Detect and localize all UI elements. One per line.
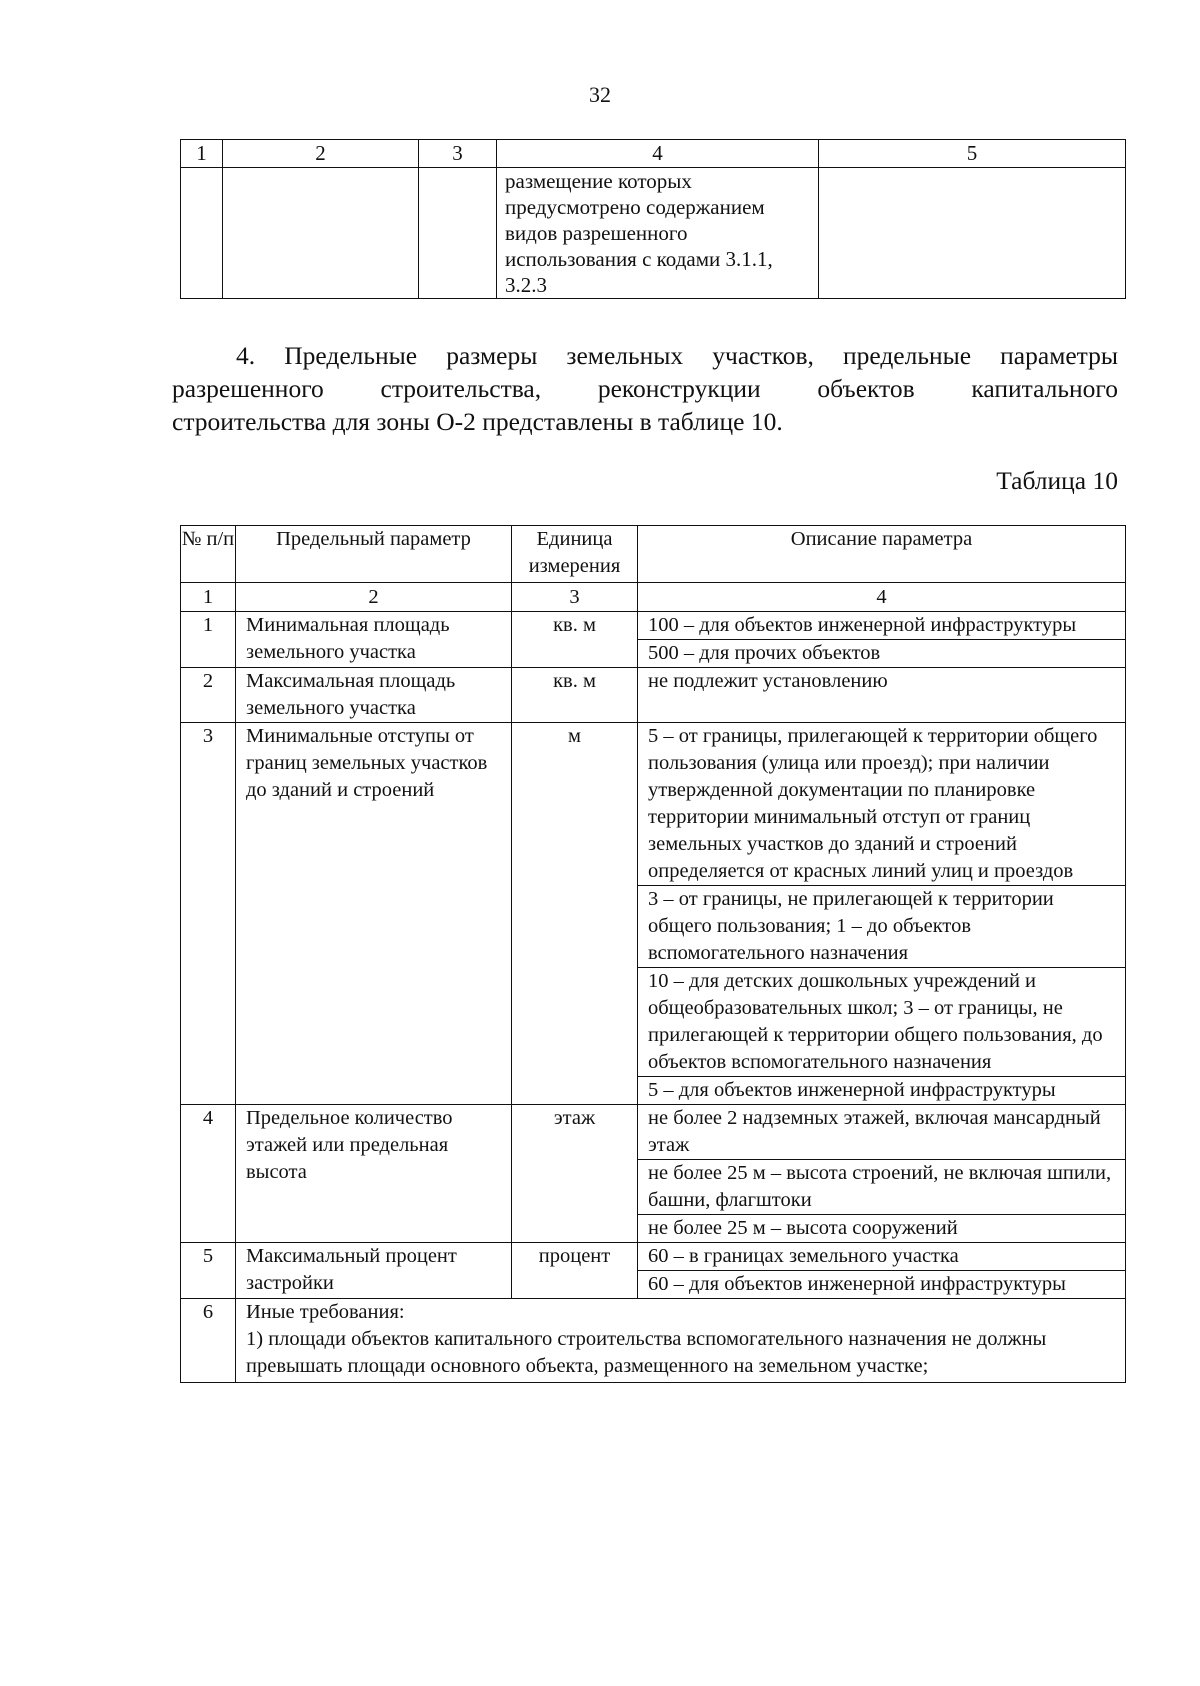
row-num: 4	[181, 1105, 236, 1243]
row-desc: 100 – для объектов инженерной инфраструктуры	[638, 612, 1126, 640]
table-10	[180, 525, 1126, 1383]
row-desc: 10 – для детских дошкольных учреждений и общеобразовательных школ; 3 – от границы, не прилегающей к территории общего пользования, до объектов вспомогательного назначения	[638, 968, 1126, 1077]
row-desc: 500 – для прочих объектов	[638, 640, 1126, 668]
row-param: Минимальная площадь земельного участка	[236, 612, 512, 668]
row-param: Максимальная площадь земельного участка	[236, 668, 512, 723]
header-unit: Единица измерения	[512, 526, 638, 583]
col-header: 5	[819, 140, 1126, 168]
continuation-table	[180, 139, 1126, 299]
other-requirements	[236, 1299, 1126, 1383]
row-desc: не более 25 м – высота сооружений	[638, 1215, 1126, 1243]
other-requirements-text: 1) площади объектов капитального строительства вспомогательного назначения не должны превышать площади основного объекта, размещенного на земельном участке;	[246, 1328, 1047, 1377]
row-param: Максимальный процент застройки	[236, 1243, 512, 1299]
row-unit: этаж	[512, 1105, 638, 1243]
row-unit: м	[512, 723, 638, 1105]
row-param: Минимальные отступы от границ земельных участков до зданий и строений	[236, 723, 512, 1105]
header-num: № п/п	[181, 526, 236, 583]
col-number: 3	[512, 583, 638, 612]
table-caption: Таблица 10	[996, 466, 1118, 495]
row-unit: кв. м	[512, 612, 638, 668]
paragraph-line: строительства для зоны О-2 представлены в таблице 10.	[172, 407, 783, 436]
row-desc: 60 – в границах земельного участка	[638, 1243, 1126, 1271]
paragraph	[172, 339, 1118, 438]
row-num: 3	[181, 723, 236, 1105]
row-desc: не более 2 надземных этажей, включая мансардный этаж	[638, 1105, 1126, 1160]
row-unit: процент	[512, 1243, 638, 1299]
row-num: 5	[181, 1243, 236, 1299]
col-number: 4	[638, 583, 1126, 612]
paragraph-line: 4. Предельные размеры земельных участков, предельные параметры разрешенного строительства, реконструкции объектов капитального	[172, 341, 1118, 403]
header-param: Предельный параметр	[236, 526, 512, 583]
table-cell	[819, 168, 1126, 299]
header-desc: Описание параметра	[638, 526, 1126, 583]
row-desc: 5 – для объектов инженерной инфраструктуры	[638, 1077, 1126, 1105]
table-cell	[419, 168, 497, 299]
row-num: 6	[181, 1299, 236, 1383]
col-header: 2	[223, 140, 419, 168]
cell-text: размещение которых предусмотрено содержанием видов разрешенного использования с кодами 3.1.1, 3.2.3	[505, 169, 773, 297]
row-num: 2	[181, 668, 236, 723]
table-cell	[497, 168, 819, 299]
row-desc: 5 – от границы, прилегающей к территории общего пользования (улица или проезд); при наличии утвержденной документации по планировке территории минимальный отступ от границ земельных участков до зданий и строений определяется от красных линий улиц и проездов	[638, 723, 1126, 886]
col-header: 1	[181, 140, 223, 168]
col-number: 2	[236, 583, 512, 612]
row-num: 1	[181, 612, 236, 668]
table-cell	[223, 168, 419, 299]
table-cell	[181, 168, 223, 299]
page-number: 32	[589, 82, 611, 107]
col-number: 1	[181, 583, 236, 612]
col-header: 4	[497, 140, 819, 168]
row-param: Предельное количество этажей или предельная высота	[236, 1105, 512, 1243]
row-desc: 3 – от границы, не прилегающей к территории общего пользования; 1 – до объектов вспомогательного назначения	[638, 886, 1126, 968]
row-desc: не подлежит установлению	[638, 668, 1126, 723]
row-unit: кв. м	[512, 668, 638, 723]
row-desc: 60 – для объектов инженерной инфраструктуры	[638, 1271, 1126, 1299]
col-header: 3	[419, 140, 497, 168]
other-requirements-title: Иные требования:	[246, 1301, 405, 1323]
row-desc: не более 25 м – высота строений, не включая шпили, башни, флагштоки	[638, 1160, 1126, 1215]
